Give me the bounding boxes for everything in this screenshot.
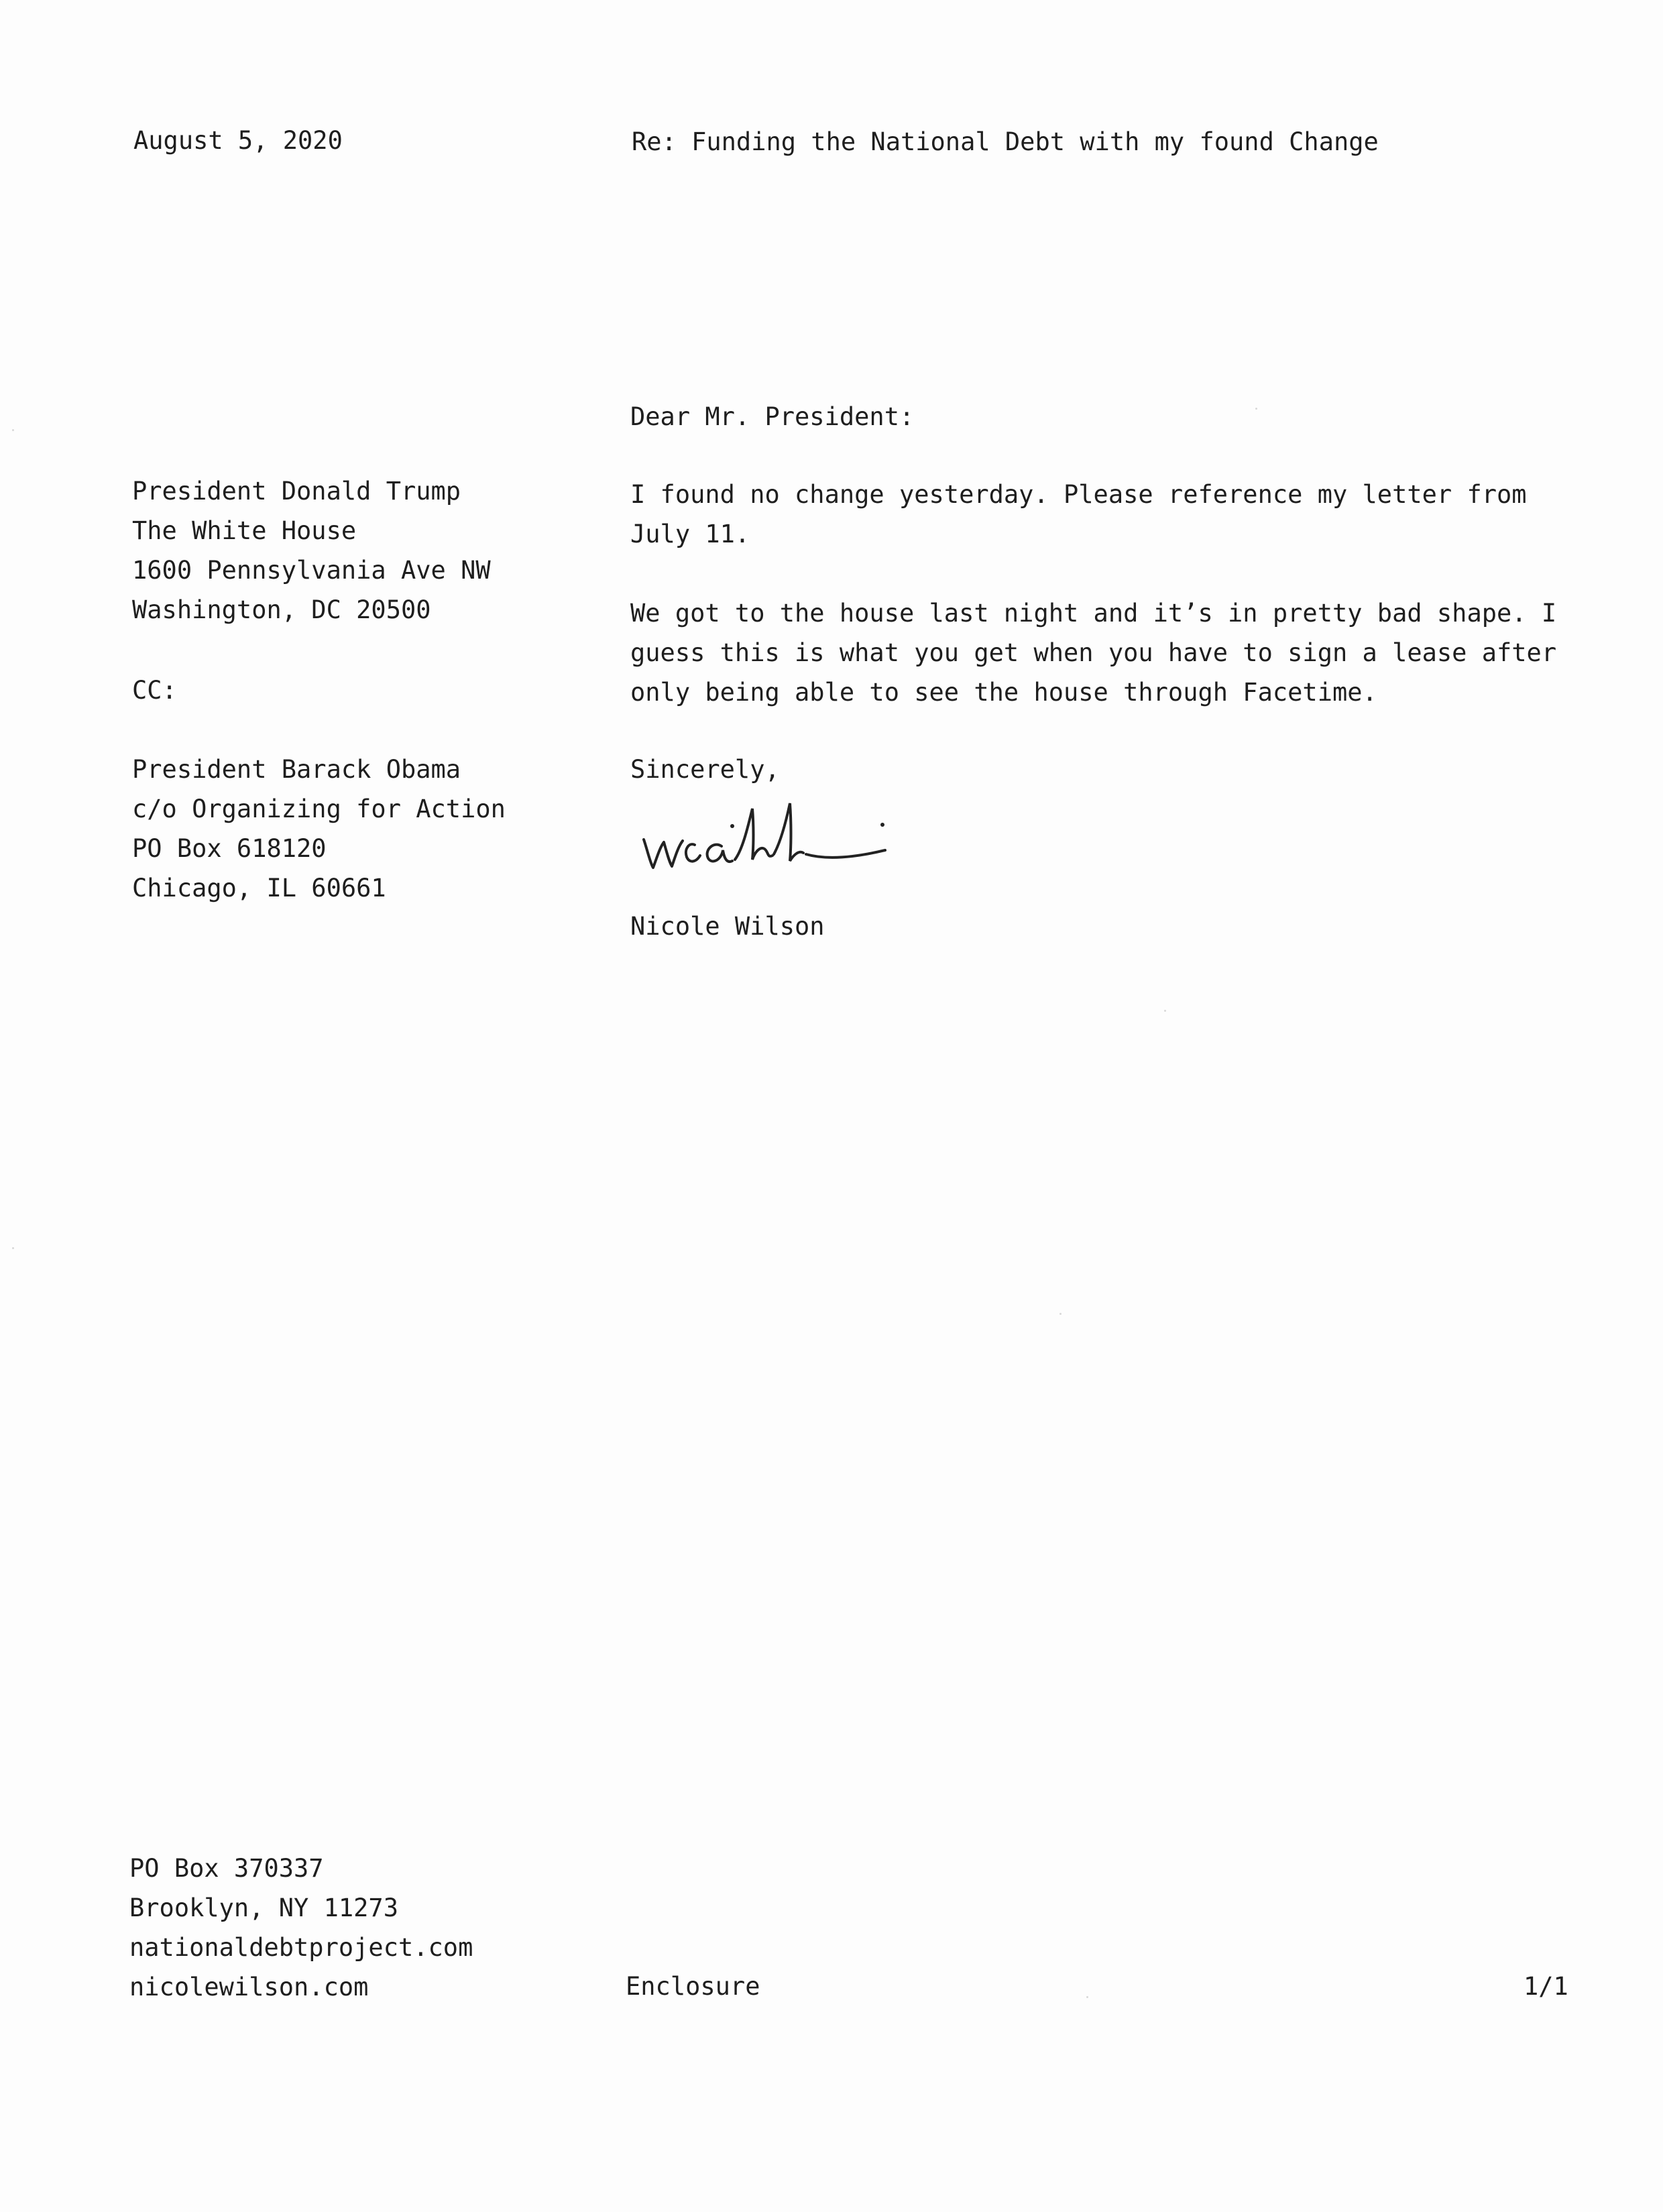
sender-website: nicolewilson.com — [129, 1973, 369, 2001]
letter-date: August 5, 2020 — [133, 126, 343, 155]
recipient-city: Washington, DC 20500 — [132, 595, 431, 624]
sender-website: nationaldebtproject.com — [129, 1933, 473, 1962]
closing: Sincerely, — [630, 755, 780, 784]
cc-label: CC: — [132, 676, 177, 705]
sender-po-box: PO Box 370337 — [129, 1854, 324, 1883]
sender-city: Brooklyn, NY 11273 — [129, 1894, 398, 1922]
scan-speck — [1164, 1010, 1166, 1012]
scan-speck — [12, 1247, 14, 1249]
body-paragraph: I found no change yesterday. Please reference my letter from July 11. — [630, 480, 1527, 548]
scan-speck — [1255, 408, 1257, 410]
scan-speck — [1059, 1313, 1062, 1315]
scan-speck — [1086, 1996, 1088, 1998]
enclosure-label: Enclosure — [626, 1972, 760, 2001]
page-number: 1/1 — [1524, 1972, 1568, 2001]
cc-name: President Barack Obama — [132, 755, 461, 784]
recipient-organization: The White House — [132, 516, 357, 545]
letter-subject: Re: Funding the National Debt with my found Change — [632, 127, 1379, 156]
cc-address — [132, 750, 506, 908]
body-paragraph: We got to the house last night and it’s in pretty bad shape. I guess this is what you get when you have to sign a lease after only being able to see the house through Facetime. — [630, 599, 1557, 707]
cc-po-box: PO Box 618120 — [132, 834, 327, 863]
cc-city: Chicago, IL 60661 — [132, 874, 386, 903]
handwritten-signature — [630, 784, 952, 885]
cc-organization: c/o Organizing for Action — [132, 795, 506, 823]
salutation: Dear Mr. President: — [630, 402, 915, 431]
recipient-street: 1600 Pennsylvania Ave NW — [132, 556, 491, 585]
signer-name: Nicole Wilson — [630, 912, 825, 941]
recipient-name: President Donald Trump — [132, 477, 461, 506]
recipient-address — [132, 471, 491, 630]
scan-speck — [12, 429, 14, 431]
sender-address — [129, 1849, 473, 2007]
